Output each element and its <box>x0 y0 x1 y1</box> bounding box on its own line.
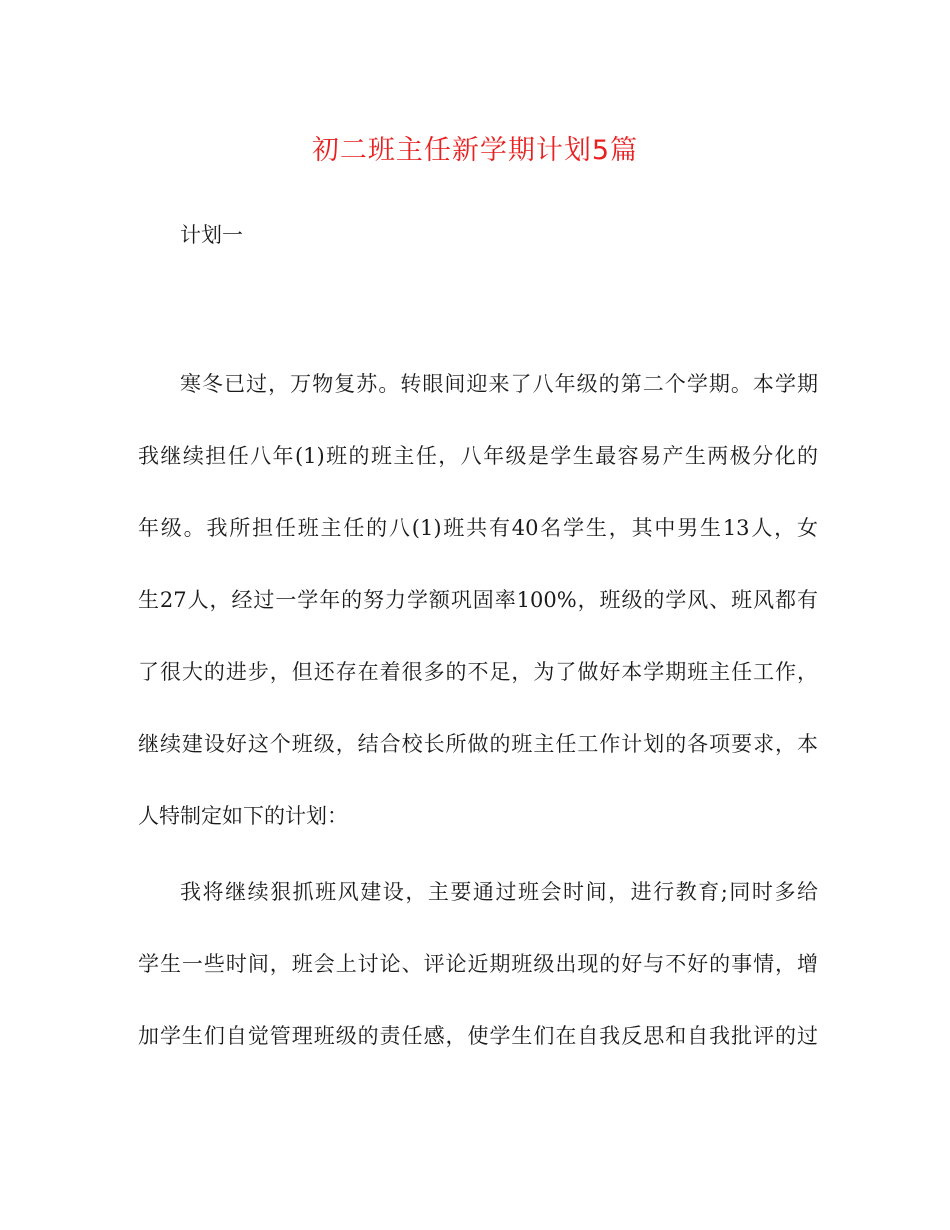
paragraph-1-line-6: 继续建设好这个班级，结合校长所做的班主任工作计划的各项要求，本 <box>138 732 818 756</box>
paragraph-1-line-5: 了很大的进步，但还存在着很多的不足，为了做好本学期班主任工作， <box>138 660 818 684</box>
paragraph-2-line-1: 我将继续狠抓班风建设，主要通过班会时间，进行教育;同时多给 <box>180 880 818 904</box>
section-heading: 计划一 <box>180 223 243 247</box>
paragraph-2-line-2: 学生一些时间，班会上讨论、评论近期班级出现的好与不好的事情，增 <box>138 952 818 976</box>
paragraph-1-line-7: 人特制定如下的计划： <box>138 804 348 828</box>
paragraph-1-line-3: 年级。我所担任班主任的八(1)班共有40名学生，其中男生13人，女 <box>138 516 818 540</box>
paragraph-1-line-1: 寒冬已过，万物复苏。转眼间迎来了八年级的第二个学期。本学期 <box>180 372 818 396</box>
paragraph-1-line-2: 我继续担任八年(1)班的班主任，八年级是学生最容易产生两极分化的 <box>138 444 818 468</box>
paragraph-1-line-4: 生27人，经过一学年的努力学额巩固率100%，班级的学风、班风都有 <box>138 588 818 612</box>
paragraph-2-line-3: 加学生们自觉管理班级的责任感，使学生们在自我反思和自我批评的过 <box>138 1024 818 1048</box>
document-title: 初二班主任新学期计划5篇 <box>311 135 639 166</box>
